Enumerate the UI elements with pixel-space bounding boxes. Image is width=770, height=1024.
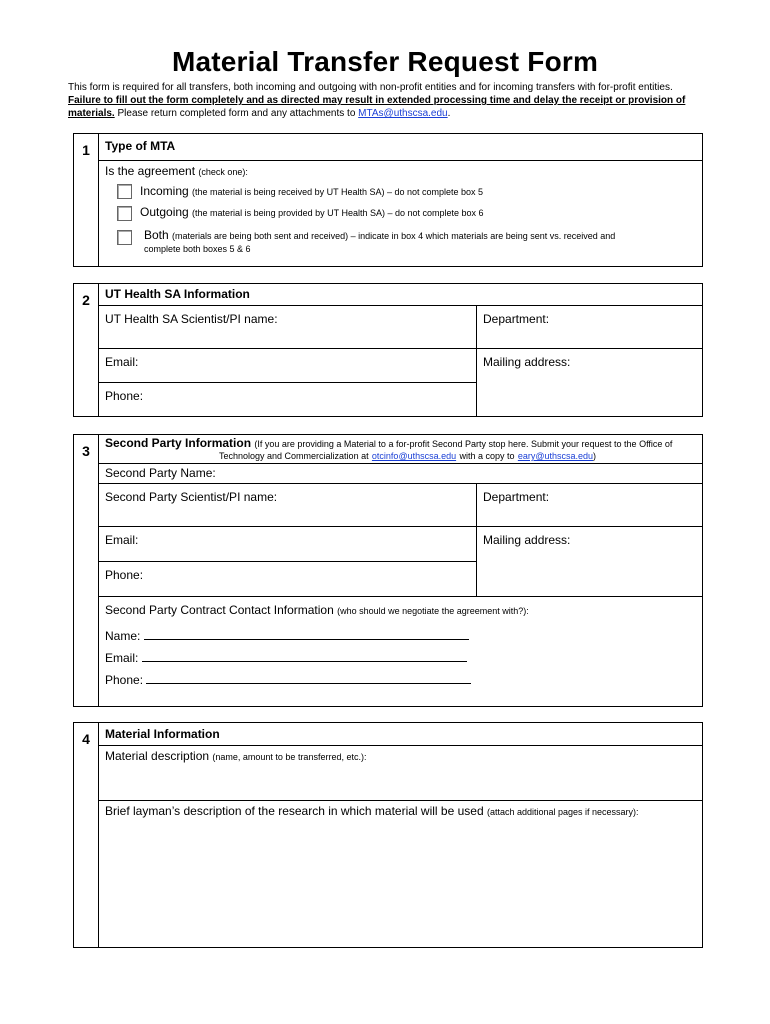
second-party-name-field[interactable]: Second Party Name: [105, 466, 216, 480]
option-label: Both [144, 227, 169, 242]
section-number: 2 [74, 284, 99, 416]
section-ut-health-info [73, 283, 703, 417]
option-note: (materials are being both sent and received) – indicate in box 4 which materials are being sent vs. received and [172, 230, 616, 241]
option-note: (the material is being received by UT Health SA) – do not complete box 5 [192, 187, 484, 197]
department-field[interactable]: Department: [476, 306, 702, 348]
option-both [117, 229, 696, 255]
phone-field[interactable]: Phone: [105, 568, 144, 582]
contact-phone-row [105, 673, 696, 687]
question-note: (check one): [198, 167, 248, 177]
intro-return-text: Please return completed form and any attachments to [117, 108, 356, 119]
section-number: 1 [74, 134, 99, 266]
section-header [99, 435, 702, 463]
contact-label: Second Party Contract Contact Information [105, 603, 334, 617]
section-header-row [99, 134, 702, 160]
department-field[interactable]: Department: [476, 484, 702, 526]
section-type-of-mta [73, 133, 703, 267]
description-label: Material description [105, 749, 210, 763]
contact-name-row [105, 629, 696, 643]
material-description-field[interactable] [99, 746, 702, 800]
option-outgoing [117, 205, 696, 220]
copy-email-link[interactable]: eary@uthscsa.edu [517, 451, 594, 461]
contact-phone-input[interactable] [146, 673, 471, 684]
layman-description-field[interactable] [99, 801, 702, 948]
page-title: Material Transfer Request Form [171, 46, 599, 77]
incoming-checkbox[interactable] [117, 184, 132, 199]
mailing-address-field[interactable]: Mailing address: [476, 349, 702, 417]
otc-email-link[interactable]: otcinfo@uthscsa.edu [371, 451, 457, 461]
option-label: Outgoing [140, 205, 189, 220]
contact-email-label: Email: [105, 651, 139, 665]
contact-email-row [105, 651, 696, 665]
intro-end: . [447, 108, 451, 119]
email-field[interactable]: Email: [99, 527, 476, 562]
layman-label: Brief layman’s description of the research in which material will be used [105, 804, 484, 818]
section-heading: Material Information [105, 727, 220, 741]
phone-field[interactable]: Phone: [105, 389, 144, 403]
section-note-b: Technology and Commercialization at [219, 451, 369, 461]
contact-note: (who should we negotiate the agreement with?): [337, 606, 529, 616]
section-heading: UT Health SA Information [105, 287, 250, 301]
mailing-address-field[interactable]: Mailing address: [476, 527, 702, 596]
description-note: (name, amount to be transferred, etc.): [212, 752, 367, 762]
scientist-field[interactable]: UT Health SA Scientist/PI name: [105, 312, 278, 326]
mta-options-row [99, 160, 702, 268]
section-heading: Second Party Information [105, 436, 252, 450]
option-note: (the material is being provided by UT Health SA) – do not complete box 6 [192, 208, 484, 219]
section-material-info [73, 722, 703, 948]
both-checkbox[interactable] [117, 230, 132, 245]
contact-name-label: Name: [105, 629, 141, 643]
option-incoming [117, 184, 696, 199]
question-label: Is the agreement [105, 164, 196, 178]
section-second-party-info [73, 434, 703, 707]
contact-name-input[interactable] [144, 629, 469, 640]
agreement-question [105, 164, 696, 178]
intro-text [68, 81, 708, 120]
email-field[interactable]: Email: [99, 349, 476, 383]
section-heading: Type of MTA [105, 139, 176, 153]
contact-email-input[interactable] [142, 651, 467, 662]
outgoing-checkbox[interactable] [117, 206, 132, 221]
section-note-d: ) [593, 451, 597, 461]
scientist-field[interactable]: Second Party Scientist/PI name: [105, 490, 278, 504]
contract-contact-heading [105, 603, 696, 617]
option-label: Incoming [140, 184, 189, 198]
layman-note: (attach additional pages if necessary): [486, 807, 639, 817]
section-number: 4 [74, 723, 99, 947]
intro-warning: Failure to fill out the form completely and as directed may result in extended processing time and delay the receipt or provision of materials. [68, 95, 686, 119]
intro-line: This form is required for all transfers, both incoming and outgoing with non-profit entities and for incoming transfers with for-profit entities. [68, 82, 673, 93]
option-note-continued: complete both boxes 5 & 6 [144, 243, 251, 254]
section-number: 3 [74, 435, 99, 706]
section-note-c: with a copy to [459, 451, 515, 461]
section-note: (If you are providing a Material to a for-profit Second Party stop here. Submit your request to the Office of [254, 439, 673, 449]
mta-email-link[interactable]: MTAs@uthscsa.edu [358, 108, 448, 119]
contact-phone-label: Phone: [105, 673, 144, 687]
